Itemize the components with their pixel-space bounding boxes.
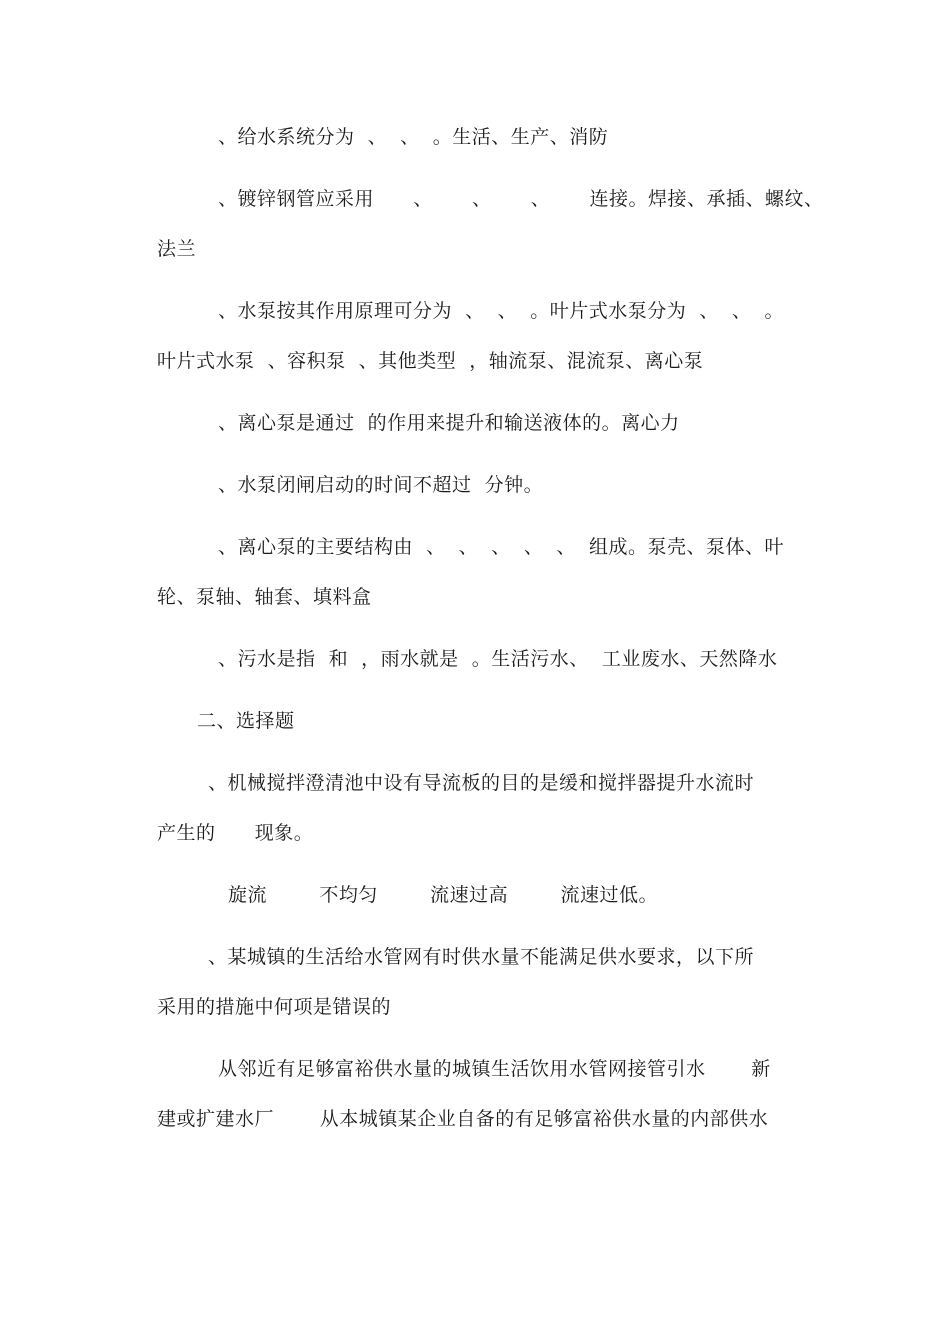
choice-question-2-options-line-1: 从邻近有足够富裕供水量的城镇生活饮用水管网接管引水 新: [218, 1058, 771, 1080]
fill-blank-galvanized-pipe-line-2: 法兰: [157, 238, 197, 260]
fill-blank-centrifugal-pump: 、离心泵是通过 的作用来提升和输送液体的。离心力: [218, 412, 680, 434]
fill-blank-pump-structure-line-2: 轮、泵轴、轴套、填料盒: [157, 586, 372, 608]
choice-question-1-line-2: 产生的 现象。: [157, 822, 314, 844]
choice-question-1-options: 旋流 不均匀 流速过高 流速过低。: [228, 884, 658, 906]
fill-blank-water-supply-system: 、给水系统分为 、 、 。生活、生产、消防: [218, 126, 609, 148]
fill-blank-pump-structure-line-1: 、离心泵的主要结构由 、 、 、 、 、 组成。泵壳、泵体、叶: [218, 536, 784, 558]
choice-question-2-line-1: 、某城镇的生活给水管网有时供水量不能满足供水要求，以下所: [208, 946, 755, 968]
fill-blank-sewage-definition: 、污水是指 和 ，雨水就是 。生活污水、 工业废水、天然降水: [218, 648, 778, 670]
fill-blank-pump-types-line-2: 叶片式水泵 、容积泵 、其他类型 ，轴流泵、混流泵、离心泵: [157, 350, 704, 372]
fill-blank-pump-startup-time: 、水泵闭闸启动的时间不超过 分钟。: [218, 474, 544, 496]
fill-blank-galvanized-pipe-line-1: 、镀锌钢管应采用 、 、 、 连接。焊接、承插、螺纹、: [218, 188, 824, 210]
fill-blank-pump-types-line-1: 、水泵按其作用原理可分为 、 、 。叶片式水泵分为 、 、 。: [218, 300, 784, 322]
choice-question-2-line-2: 采用的措施中何项是错误的: [157, 996, 392, 1018]
choice-question-1-line-1: 、机械搅拌澄清池中设有导流板的目的是缓和搅拌器提升水流时: [208, 772, 755, 794]
choice-question-2-options-line-2: 建或扩建水厂 从本城镇某企业自备的有足够富裕供水量的内部供水: [157, 1108, 769, 1130]
section-heading-choice: 二、选择题: [197, 710, 295, 732]
